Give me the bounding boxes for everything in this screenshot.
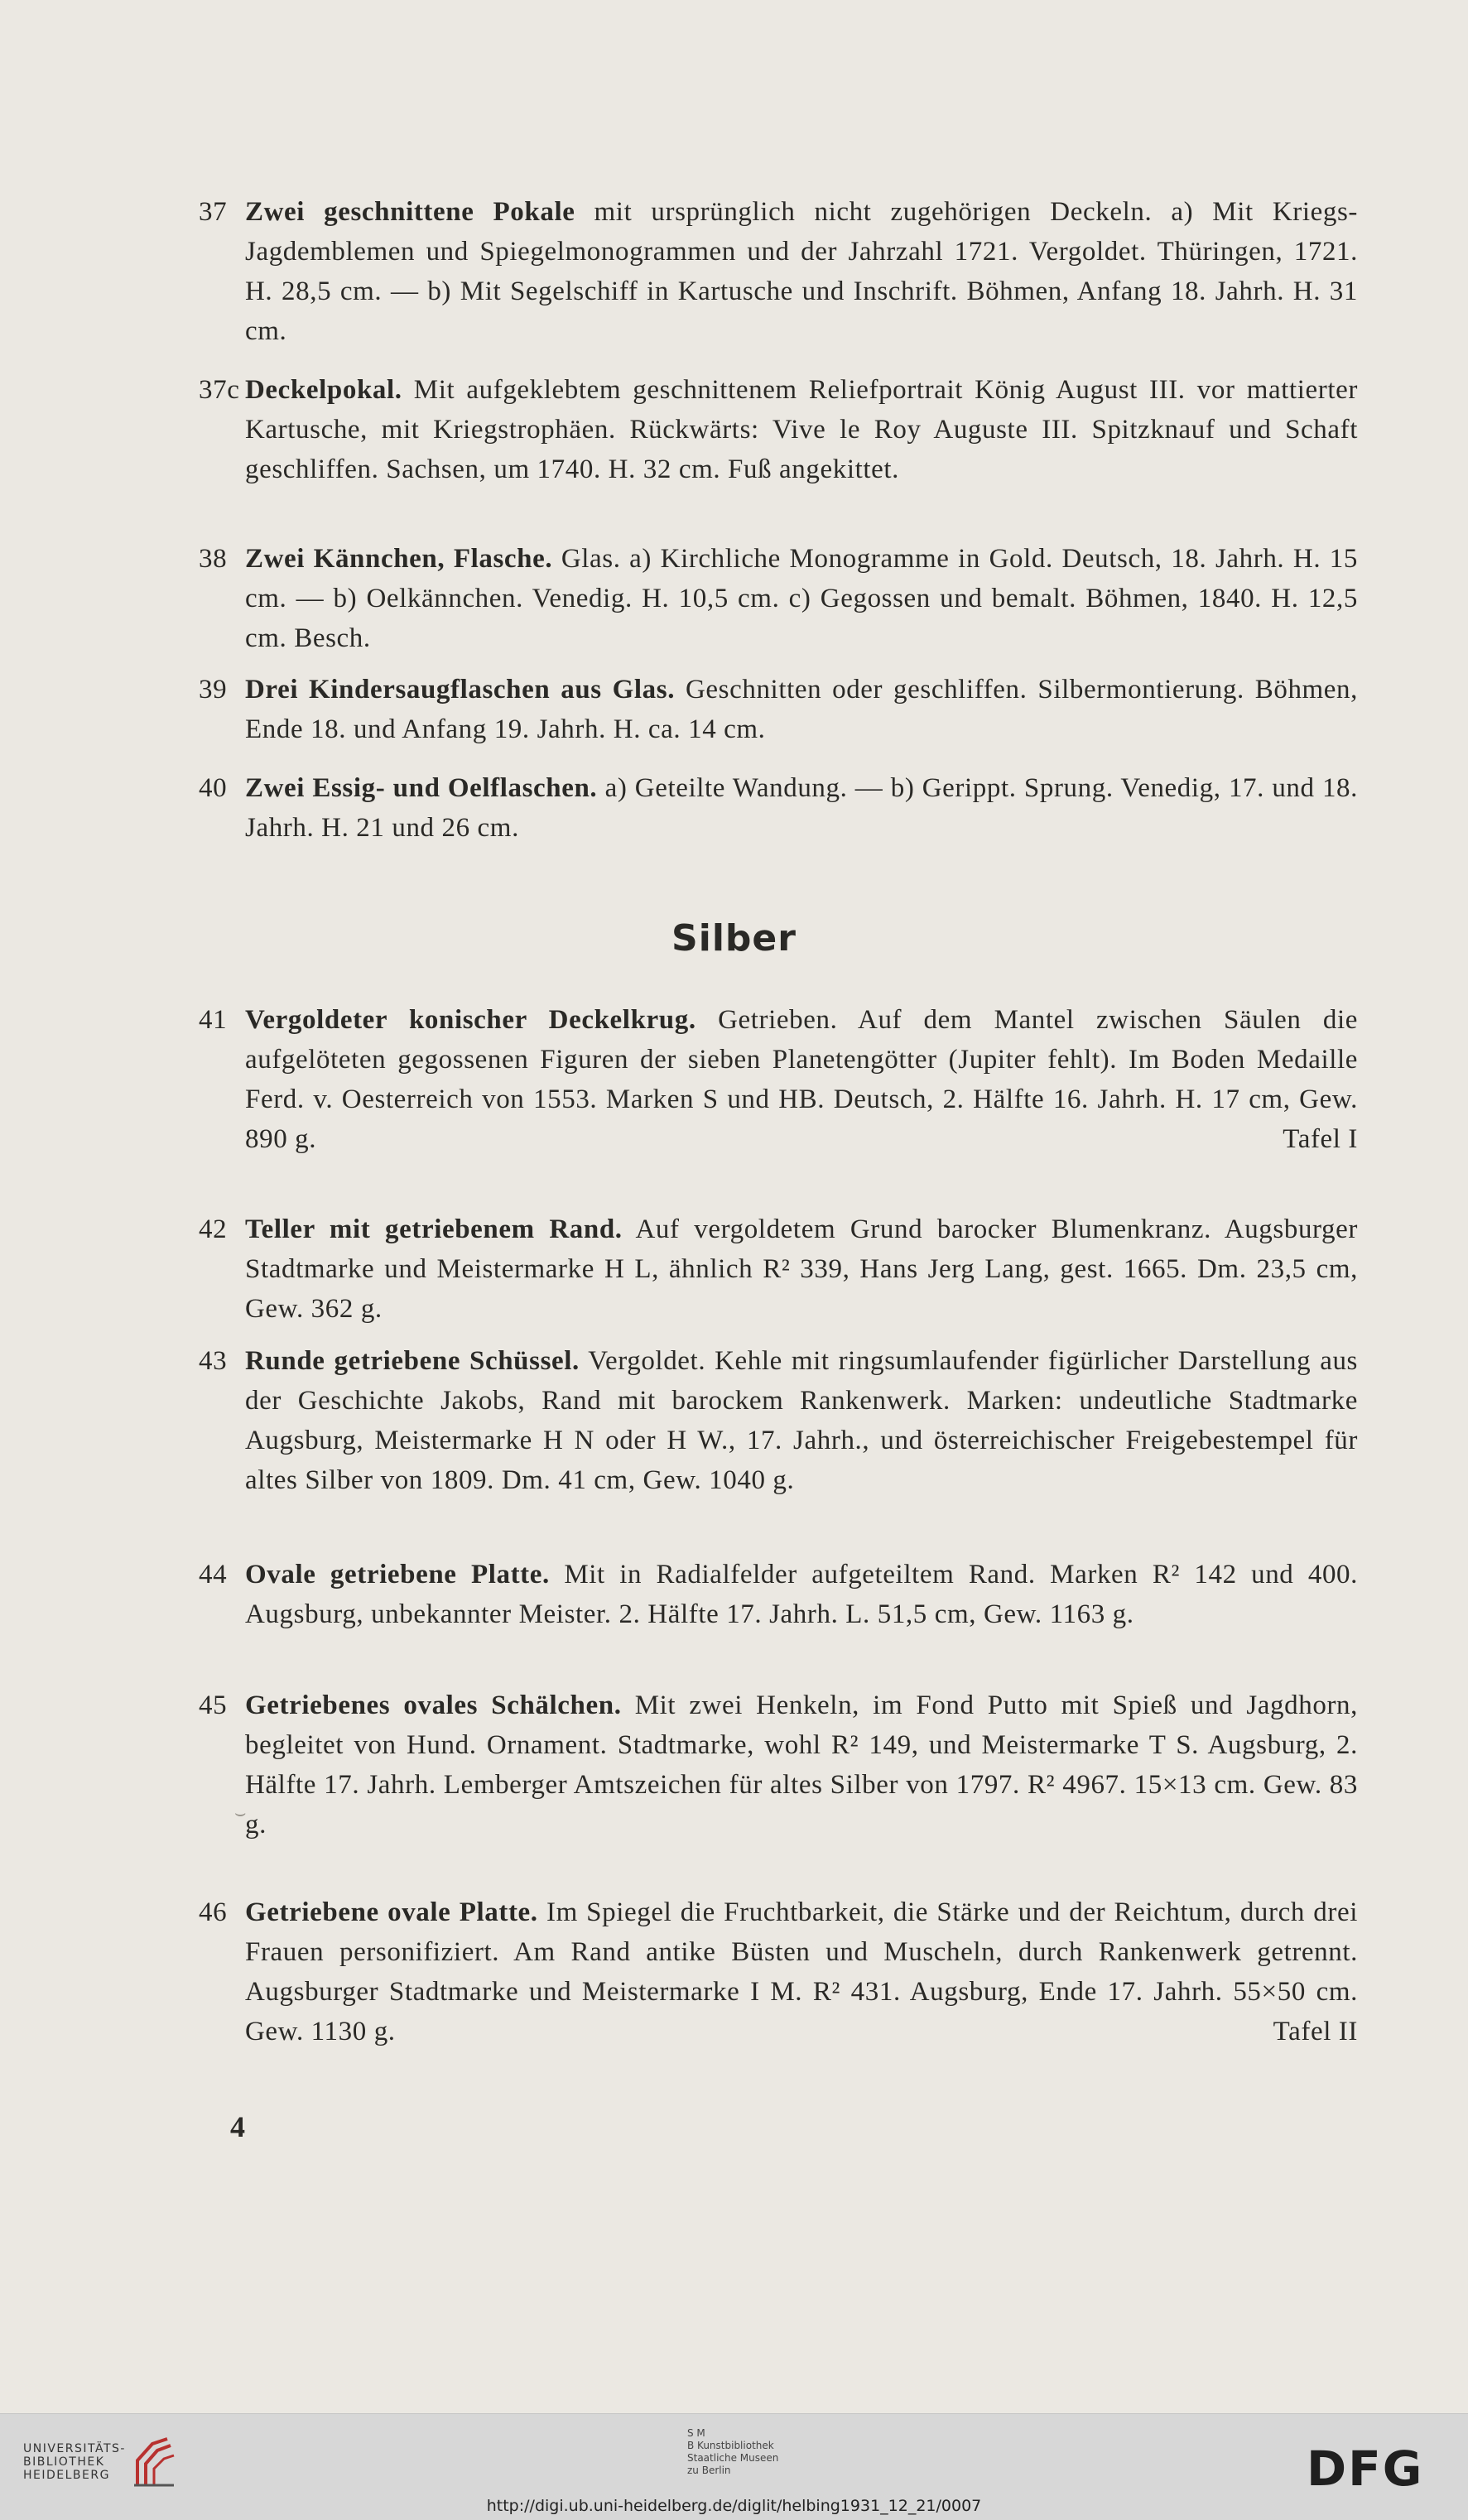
catalogue-entry [199, 1686, 1358, 1844]
entry-number: 37 [199, 197, 228, 227]
entry-title: Zwei Kännchen, Flasche. [245, 544, 553, 574]
entry-title: Ovale getriebene Platte. [245, 1560, 550, 1589]
entry-text: Auf vergoldetem Grund barocker Blumenkranz. Augsburger Stadtmarke und Meistermarke H L, ähnlich R² 339, Hans Jerg Lang, gest. 1665. Dm. 23,5 cm, Gew. 362 g. [245, 1214, 1358, 1324]
permalink-url[interactable]: http://digi.ub.uni-heidelberg.de/diglit/helbing1931_12_21/0007 [486, 2497, 982, 2515]
page-number: 4 [230, 2110, 245, 2143]
catalogue-entry [199, 670, 1359, 749]
entry-text: Glas. a) Kirchliche Monogramme in Gold. Deutsch, 18. Jahrh. H. 15 cm. — b) Oelkännchen. Venedig. H. 10,5 cm. c) Gegossen und bemalt. Böhmen, 1840. H. 12,5 cm. Besch. [245, 544, 1358, 653]
entry-number: 40 [199, 773, 228, 803]
entry-number: 42 [199, 1214, 228, 1244]
catalogue-entry [199, 1555, 1358, 1634]
digitization-footer [0, 2413, 1468, 2520]
entry-text: Mit in Radialfelder aufgeteiltem Rand. Marken R² 142 und 400. Augsburg, unbekannter Meister. 2. Hälfte 17. Jahrh. L. 51,5 cm, Gew. 1163 g. [245, 1560, 1358, 1629]
entry-title: Teller mit getriebenem Rand. [245, 1214, 623, 1244]
entry-number: 41 [199, 1005, 228, 1035]
section-heading: Silber [671, 917, 797, 959]
entry-number: 43 [199, 1346, 228, 1376]
heidelberg-library-emblem-icon [131, 2436, 177, 2489]
catalogue-entry [199, 539, 1358, 658]
catalogue-entry [199, 192, 1358, 351]
catalogue-entry [199, 1341, 1358, 1500]
university-library-logo[interactable] [23, 2436, 177, 2489]
entry-text: Mit zwei Henkeln, im Fond Putto mit Spieß und Jagdhorn, begleitet von Hund. Ornament. Stadtmarke, wohl R² 149, und Meistermarke T S. Augsburg, 2. Hälfte 17. Jahrh. Lemberger Amtszeichen für altes Silber von 1797. R² 4967. 15×13 cm. Gew. 83 g. [245, 1690, 1358, 1840]
entry-title: Deckelpokal. [245, 375, 402, 405]
dfg-logo[interactable]: DFG [1307, 2441, 1424, 2497]
catalogue-entry [199, 1892, 1358, 2051]
entry-title: Zwei Essig- und Oelflaschen. [245, 773, 598, 803]
margin-mark-icon: ⌣ [234, 1802, 247, 1823]
catalogue-entry [199, 1000, 1358, 1159]
entry-title: Vergoldeter konischer Deckelkrug. [245, 1005, 696, 1035]
entry-number: 44 [199, 1560, 228, 1589]
entry-number: 46 [199, 1897, 228, 1927]
entry-title: Zwei geschnittene Pokale [245, 197, 575, 227]
catalogue-entry [199, 370, 1358, 489]
entry-number: 45 [199, 1690, 228, 1720]
entry-text: a) Geteilte Wandung. — b) Gerippt. Sprung. Venedig, 17. und 18. Jahrh. H. 21 und 26 cm. [245, 773, 1359, 843]
entry-title: Getriebene ovale Platte. [245, 1897, 538, 1927]
entry-title: Drei Kindersaugflaschen aus Glas. [245, 675, 676, 705]
entry-title: Runde getriebene Schüssel. [245, 1346, 580, 1376]
plate-reference: Tafel I [1283, 1124, 1358, 1154]
plate-reference: Tafel II [1273, 2017, 1358, 2046]
entry-number: 37c [199, 375, 240, 405]
museum-stamp: S M B Kunstbibliothek Staatliche Museen zu Berlin [687, 2427, 779, 2476]
entry-number: 39 [199, 675, 228, 705]
entry-title: Getriebenes ovales Schälchen. [245, 1690, 622, 1720]
catalogue-entry [199, 768, 1359, 848]
university-library-wordmark: UNIVERSITÄTS- BIBLIOTHEK HEIDELBERG [23, 2442, 126, 2482]
entry-text: mit ursprünglich nicht zugehörigen Deckeln. a) Mit Kriegs-Jagdemblemen und Spiegelmonogrammen und der Jahrzahl 1721. Vergoldet. Thüringen, 1721. H. 28,5 cm. — b) Mit Segelschiff in Kartusche und Inschrift. Böhmen, Anfang 18. Jahrh. H. 31 cm. [245, 197, 1358, 346]
entry-text: Vergoldet. Kehle mit ringsumlaufender figürlicher Darstellung aus der Geschichte Jakobs, Rand mit barockem Rankenwerk. Marken: undeutliche Stadtmarke Augsburg, Meistermarke H N oder H W., 17. Jahrh., und österreichischer Freigebestempel für altes Silber von 1809. Dm. 41 cm, Gew. 1040 g. [245, 1346, 1358, 1495]
entry-text: Im Spiegel die Fruchtbarkeit, die Stärke und der Reichtum, durch drei Frauen personifiziert. Am Rand antike Büsten und Muscheln, durch Rankenwerk getrennt. Augsburger Stadtmarke und Meistermarke I M. R² 431. Augsburg, Ende 17. Jahrh. 55×50 cm. Gew. 1130 g. [245, 1897, 1358, 2046]
entry-text: Geschnitten oder geschliffen. Silbermontierung. Böhmen, Ende 18. und Anfang 19. Jahrh. H. ca. 14 cm. [245, 675, 1359, 744]
entry-text: Mit aufgeklebtem geschnittenem Reliefportrait König August III. vor mattierter Kartusche, mit Kriegstrophäen. Rückwärts: Vive le Roy Auguste III. Spitzknauf und Schaft geschliffen. Sachsen, um 1740. H. 32 cm. Fuß angekittet. [245, 375, 1358, 484]
catalogue-entry [199, 1210, 1358, 1329]
entry-number: 38 [199, 544, 228, 574]
entry-text: Getrieben. Auf dem Mantel zwischen Säulen die aufgelöteten gegossenen Figuren der sieben Planetengötter (Jupiter fehlt). Im Boden Medaille Ferd. v. Oesterreich von 1553. Marken S und HB. Deutsch, 2. Hälfte 16. Jahrh. H. 17 cm, Gew. 890 g. [245, 1005, 1358, 1154]
